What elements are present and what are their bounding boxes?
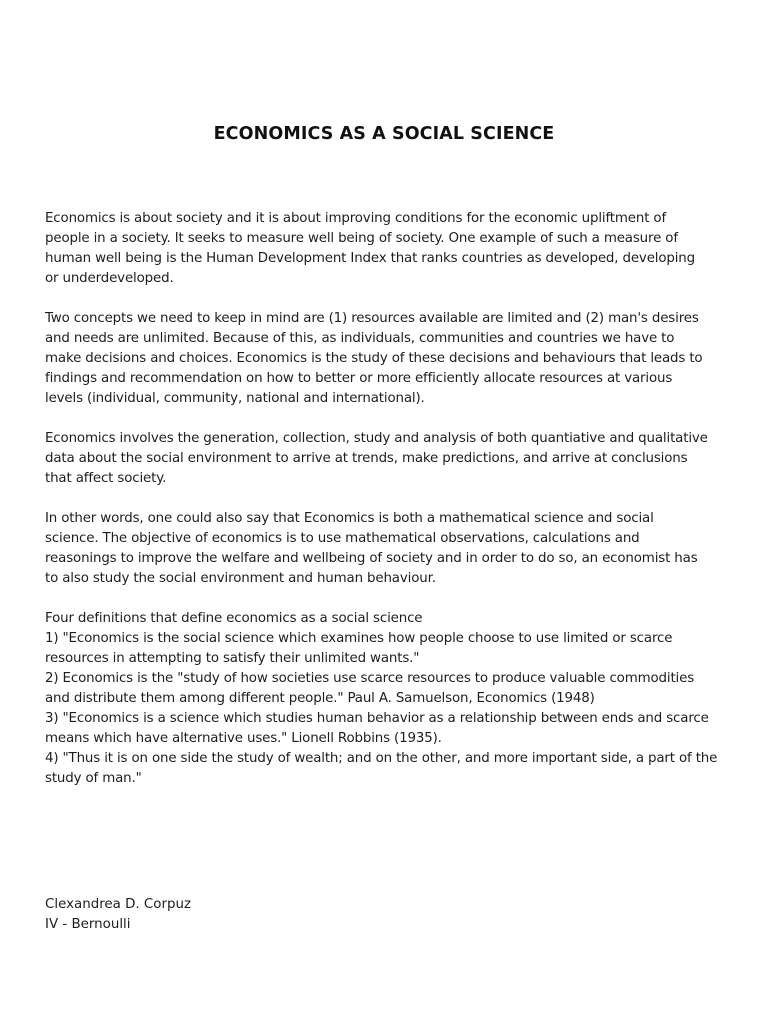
paragraph xyxy=(45,609,725,789)
text-line: 2) Economics is the "study of how societies use scarce resources to produce valuable commodities xyxy=(45,671,695,686)
paragraph xyxy=(45,509,725,589)
text-line: findings and recommendation on how to better or more efficiently allocate resources at various xyxy=(45,371,673,386)
text-line: data about the social environment to arrive at trends, make predictions, and arrive at conclusions xyxy=(45,451,688,466)
paragraph xyxy=(45,209,725,289)
document-body xyxy=(45,209,725,789)
text-line: means which have alternative uses." Lionell Robbins (1935). xyxy=(45,731,442,746)
text-line: reasonings to improve the welfare and wellbeing of society and in order to do so, an economist has xyxy=(45,551,698,566)
text-line: resources in attempting to satisfy their unlimited wants." xyxy=(45,651,420,666)
text-line: Economics is about society and it is about improving conditions for the economic upliftment of xyxy=(45,211,667,226)
text-line: that affect society. xyxy=(45,471,167,486)
text-line: levels (individual, community, national and international). xyxy=(45,391,425,406)
text-line: Economics involves the generation, collection, study and analysis of both quantiative and qualitative xyxy=(45,431,708,446)
text-line: science. The objective of economics is to use mathematical observations, calculations and xyxy=(45,531,640,546)
text-line: and needs are unlimited. Because of this, as individuals, communities and countries we have to xyxy=(45,331,675,346)
document-title: ECONOMICS AS A SOCIAL SCIENCE xyxy=(213,124,555,144)
text-line: 3) "Economics is a science which studies human behavior as a relationship between ends and scarce xyxy=(45,711,709,726)
text-line: 4) "Thus it is on one side the study of wealth; and on the other, and more important side, a part of the xyxy=(45,751,718,766)
text-line: In other words, one could also say that Economics is both a mathematical science and social xyxy=(45,511,654,526)
text-line: make decisions and choices. Economics is the study of these decisions and behaviours that leads to xyxy=(45,351,703,366)
text-line: Two concepts we need to keep in mind are (1) resources available are limited and (2) man's desires xyxy=(45,311,699,326)
signature-block xyxy=(45,895,191,935)
text-line: Four definitions that define economics as a social science xyxy=(45,611,423,626)
text-line: to also study the social environment and human behaviour. xyxy=(45,571,436,586)
text-line: or underdeveloped. xyxy=(45,271,174,286)
text-line: people in a society. It seeks to measure well being of society. One example of such a measure of xyxy=(45,231,678,246)
text-line: human well being is the Human Development Index that ranks countries as developed, developing xyxy=(45,251,695,266)
paragraph xyxy=(45,429,725,489)
paragraph xyxy=(45,309,725,409)
text-line: 1) "Economics is the social science which examines how people choose to use limited or scarce xyxy=(45,631,673,646)
author-name: Clexandrea D. Corpuz xyxy=(45,897,191,912)
author-section: IV - Bernoulli xyxy=(45,917,131,932)
text-line: study of man." xyxy=(45,771,142,786)
text-line: and distribute them among different people." Paul A. Samuelson, Economics (1948) xyxy=(45,691,595,706)
